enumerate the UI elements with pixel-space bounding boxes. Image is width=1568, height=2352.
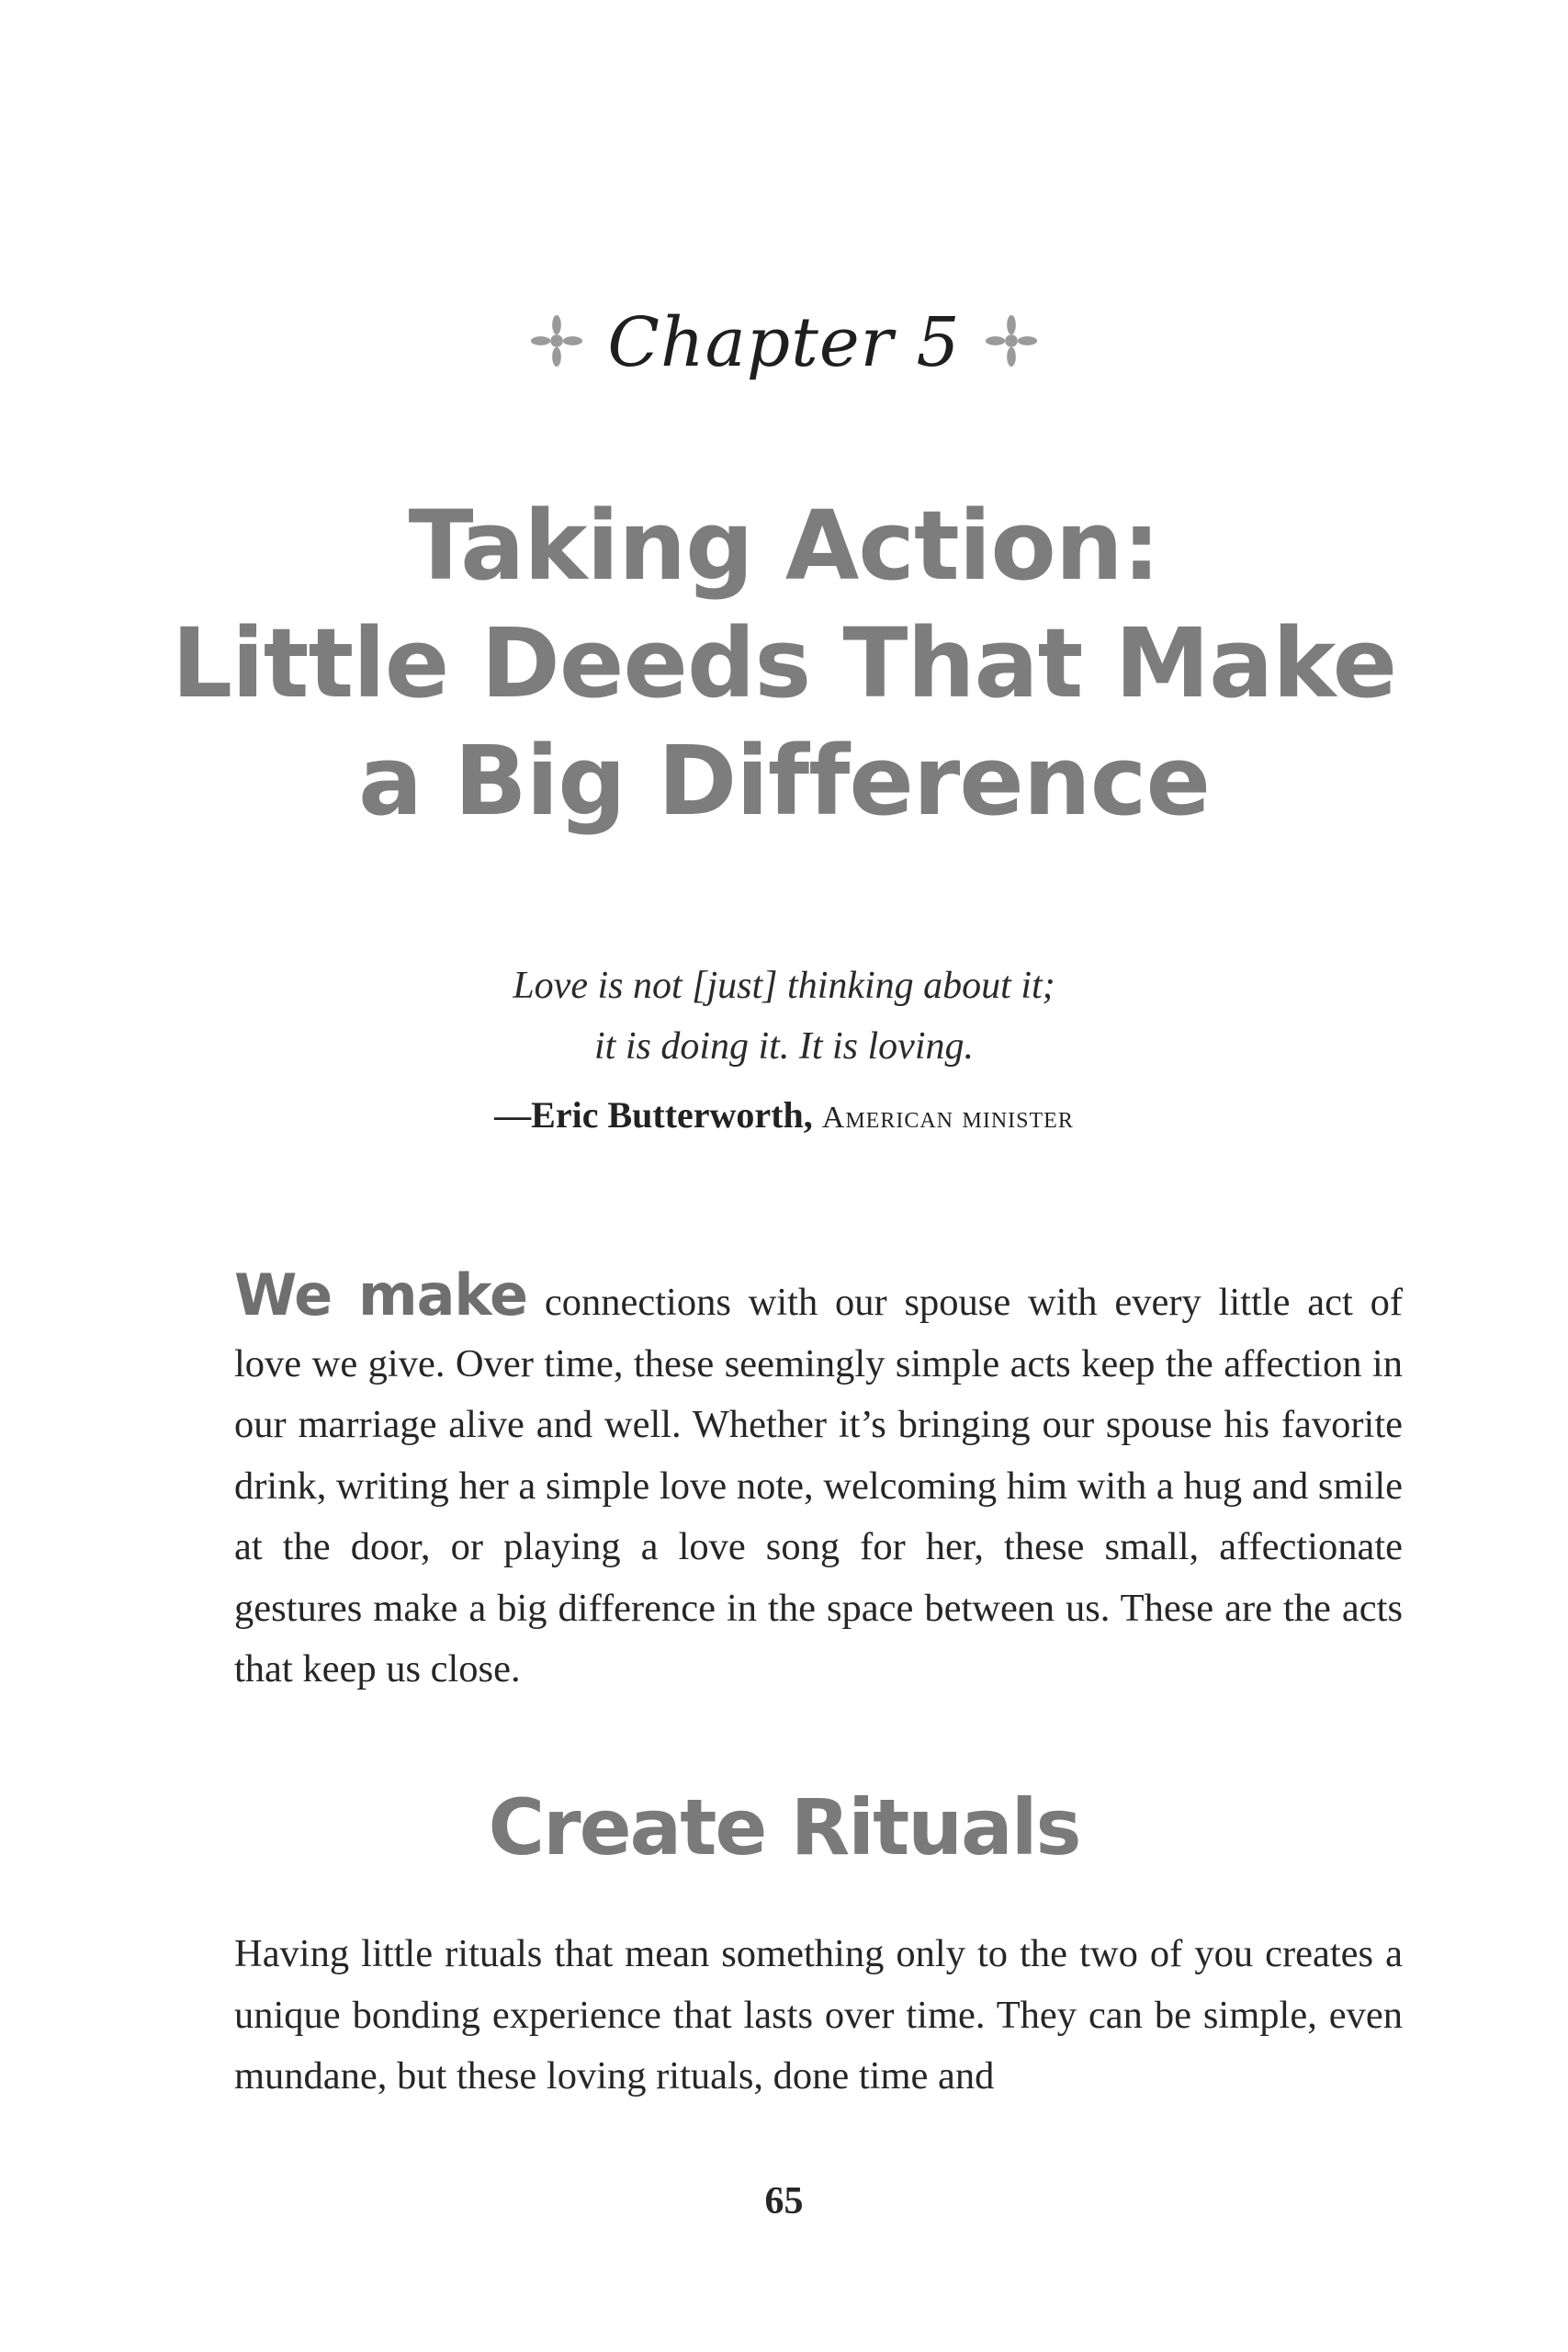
body-paragraph-1 <box>234 1261 1403 1701</box>
chapter-label-text: Chapter 5 <box>607 303 961 382</box>
body-paragraph-2 <box>234 1924 1403 2108</box>
paragraph-text: connections with our spouse with every little act of love we give. Over time, these seemingly simple acts keep the affection in our marriage alive and well. Whether it’s bringing our spouse his favorite drink, writing her a simple love note, welcoming him with a hug and smile at the door, or playing a love song for her, these small, affectionate gestures make a big difference in the space between us. These are the acts that keep us close. <box>234 1281 1403 1690</box>
chapter-label <box>0 303 1568 382</box>
epigraph-line: Love is not [just] thinking about it; <box>513 965 1055 1007</box>
flourish-right-icon <box>985 314 1038 368</box>
epigraph <box>0 956 1568 1136</box>
section-heading: Create Rituals <box>488 1782 1080 1872</box>
paragraph-text: Having little rituals that mean something only to the two of you creates a unique bonding experience that lasts over time. They can be simple, even mundane, but these loving rituals, done time and <box>234 1932 1403 2098</box>
epigraph-line: it is doing it. It is loving. <box>593 1025 974 1068</box>
flourish-left-icon <box>530 314 583 368</box>
chapter-title-line: a Big Difference <box>357 725 1210 837</box>
epigraph-attribution <box>0 1093 1568 1136</box>
epigraph-author: —Eric Butterworth, <box>494 1094 813 1136</box>
epigraph-author-role: American minister <box>821 1101 1074 1135</box>
paragraph-lead-in: We make <box>234 1261 528 1329</box>
chapter-title-line: Little Deeds That Make <box>171 607 1397 719</box>
page-number: 65 <box>764 2180 804 2222</box>
chapter-title <box>138 487 1430 840</box>
chapter-title-line: Taking Action: <box>408 490 1160 602</box>
